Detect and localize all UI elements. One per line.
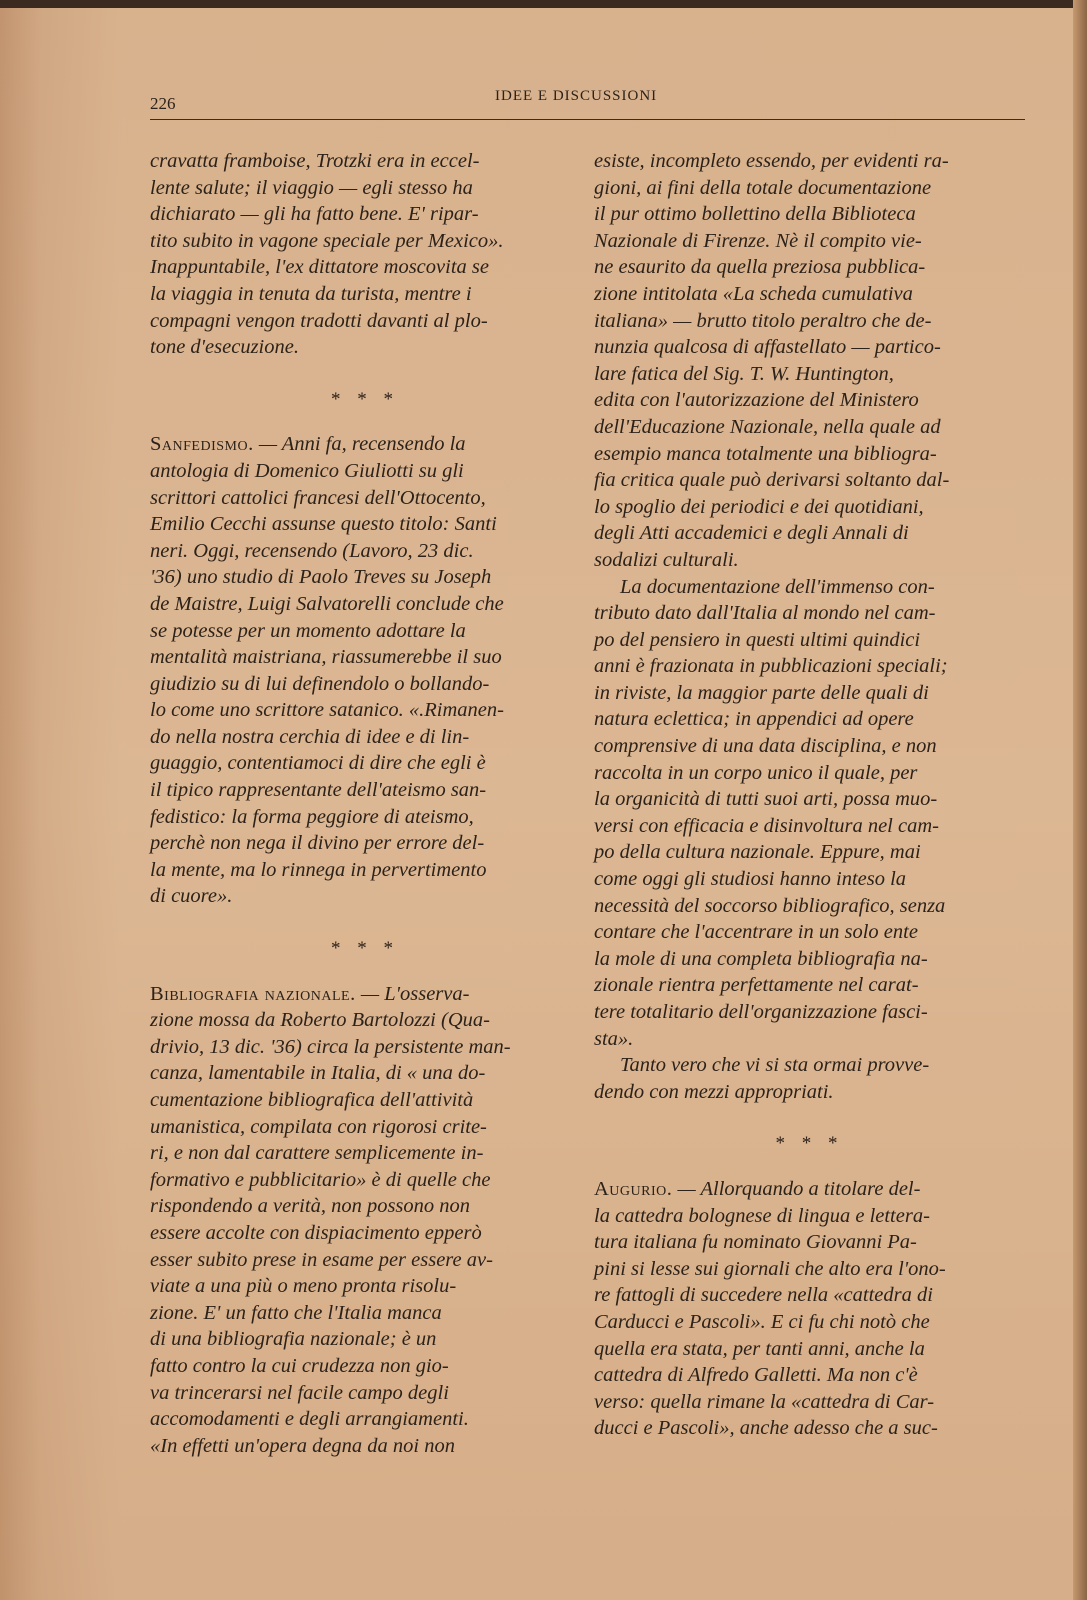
top-edge [0, 0, 1087, 8]
text-line [594, 893, 1025, 920]
line-text: natura eclettica; in appendici ad opere [594, 708, 914, 731]
line-text: contare che l'accentrare in un solo ente [594, 921, 918, 944]
line-text: nunzia qualcosa di affastellato — partico- [594, 336, 941, 359]
text-line [594, 574, 1025, 601]
line-text: versi con efficacia e disinvoltura nel cam- [594, 814, 939, 837]
line-text: se potesse per un momento adottare la [150, 619, 466, 642]
text-line [594, 1229, 1025, 1256]
line-text: zione mossa da Roberto Bartolozzi (Qua- [150, 1009, 490, 1032]
text-line [150, 591, 580, 618]
text-line [594, 148, 1025, 175]
line-text: Nazionale di Firenze. Nè il compito vie- [594, 229, 922, 252]
text-line [150, 1300, 580, 1327]
text-line [594, 813, 1025, 840]
text-line [150, 1034, 580, 1061]
section-heading-line [594, 1176, 1025, 1203]
line-text: Inappuntabile, l'ex dittatore moscovita se [150, 256, 489, 279]
text-line [150, 254, 580, 281]
line-text: di una bibliografia nazionale; è un [150, 1328, 437, 1351]
text-line [594, 547, 1025, 574]
text-line [594, 1389, 1025, 1416]
line-text: La documentazione dell'immenso con- [620, 575, 935, 598]
line-text: comprensive di una data disciplina, e non [594, 735, 937, 758]
line-text: come oggi gli studiosi hanno inteso la [594, 868, 907, 891]
line-text: raccolta in un corpo unico il quale, per [594, 761, 918, 784]
line-text: necessità del soccorso bibliografico, senza [594, 894, 946, 917]
line-text: va trincerarsi nel facile campo degli [150, 1381, 449, 1404]
text-line [594, 600, 1025, 627]
text-line [150, 511, 580, 538]
text-line [594, 999, 1025, 1026]
line-text: — Allorquando a titolare del- [672, 1177, 921, 1200]
line-text: sta». [594, 1027, 634, 1050]
line-text: re fattogli di succedere nella «cattedra di [594, 1284, 933, 1307]
right-column [594, 148, 1025, 1442]
line-text: anni è frazionata in pubblicazioni speciali; [594, 655, 948, 678]
line-text: pini si lesse sui giornali che alto era l'ono- [594, 1257, 946, 1280]
line-text: «In effetti un'opera degna da noi non [150, 1434, 456, 1457]
left-column [150, 148, 580, 1459]
line-text: neri. Oggi, recensendo (Lavoro, 23 dic. [150, 539, 474, 562]
text-line [594, 1415, 1025, 1442]
line-text: po del pensiero in questi ultimi quindici [594, 628, 921, 651]
text-line [150, 334, 580, 361]
line-text: do nella nostra cerchia di idee e di lin- [150, 725, 470, 748]
text-line [150, 1167, 580, 1194]
text-line [594, 866, 1025, 893]
text-line [150, 697, 580, 724]
text-line [150, 1220, 580, 1247]
line-text: il pur ottimo bollettino della Biblioteca [594, 203, 916, 226]
text-line [594, 308, 1025, 335]
line-text: cattedra di Alfredo Galletti. Ma non c'è [594, 1364, 918, 1387]
text-line [150, 1087, 580, 1114]
section-title: IDEE E DISCUSSIONI [495, 88, 658, 104]
text-line [150, 830, 580, 857]
line-text: la mente, ma lo rinnega in pervertimento [150, 858, 487, 881]
line-text: italiana» — brutto titolo peraltro che de- [594, 309, 932, 332]
text-line [594, 281, 1025, 308]
section-separator: * * * [331, 388, 399, 410]
text-line [594, 1052, 1025, 1079]
line-text: ne esaurito da quella preziosa pubblica- [594, 256, 926, 279]
line-text: ducci e Pascoli», anche adesso che a suc- [594, 1417, 938, 1440]
line-text: Emilio Cecchi assunse questo titolo: Santi [150, 513, 497, 536]
text-line [594, 972, 1025, 999]
line-text: Tanto vero che vi si sta ormai provve- [620, 1054, 930, 1077]
text-line [594, 839, 1025, 866]
text-line [594, 786, 1025, 813]
line-text: compagni vengon tradotti davanti al plo- [150, 309, 488, 332]
text-line [594, 334, 1025, 361]
text-line [594, 680, 1025, 707]
line-text: ri, e non dal carattere semplicemente in- [150, 1142, 484, 1165]
text-line [150, 228, 580, 255]
line-text: tone d'esecuzione. [150, 336, 299, 359]
text-line [594, 946, 1025, 973]
line-text: fedistico: la forma peggiore di ateismo, [150, 805, 474, 828]
line-text: la mole di una completa bibliografia na- [594, 947, 928, 970]
text-line [594, 1256, 1025, 1283]
line-text: lare fatica del Sig. T. W. Huntington, [594, 362, 894, 385]
text-line [594, 1309, 1025, 1336]
line-text: '36) uno studio di Paolo Treves su Joseph [150, 566, 492, 589]
line-text: la cattedra bolognese di lingua e lettera- [594, 1204, 930, 1227]
line-text: — Anni fa, recensendo la [253, 433, 466, 456]
line-text: il tipico rappresentante dell'ateismo san- [150, 779, 487, 802]
line-text: verso: quella rimane la «cattedra di Car- [594, 1390, 935, 1413]
text-line [594, 414, 1025, 441]
line-text: essere accolte con dispiacimento epperò [150, 1221, 482, 1244]
line-text: in riviste, la maggior parte delle quali di [594, 681, 929, 704]
line-text: — L'osserva- [355, 982, 470, 1005]
line-text: guaggio, contentiamoci di dire che egli è [150, 752, 486, 775]
text-line [150, 308, 580, 335]
section-separator: * * * [775, 1133, 844, 1155]
text-line [150, 564, 580, 591]
line-text: dichiarato — gli ha fatto bene. E' ripar- [150, 203, 479, 226]
line-text: perchè non nega il divino per errore del- [150, 832, 485, 855]
line-text: tito subito in vagone speciale per Mexico». [150, 229, 504, 252]
text-line [150, 1406, 580, 1433]
line-text: di cuore». [150, 885, 233, 908]
line-text: antologia di Domenico Giuliotti su gli [150, 459, 464, 482]
line-text: degli Atti accademici e degli Annali di [594, 522, 909, 545]
text-line [150, 201, 580, 228]
line-text: Carducci e Pascoli». E ci fu chi notò che [594, 1310, 930, 1333]
text-line [594, 1079, 1025, 1106]
line-text: dell'Educazione Nazionale, nella quale ad [594, 415, 941, 438]
line-text: gioni, ai fini della totale documentazione [594, 176, 932, 199]
section-separator: * * * [331, 938, 399, 960]
line-text: rispondendo a verità, non possono non [150, 1195, 471, 1218]
text-line [594, 706, 1025, 733]
text-line [594, 653, 1025, 680]
text-line [150, 148, 580, 175]
text-line [150, 1380, 580, 1407]
line-text: drivio, 13 dic. '36) circa la persistente man- [150, 1035, 511, 1058]
text-line [594, 733, 1025, 760]
section-heading-line [150, 431, 580, 458]
text-line [150, 1326, 580, 1353]
line-text: lo come uno scrittore satanico. «.Rimanen- [150, 699, 504, 722]
line-text: giudizio su di lui definendolo o bollando- [150, 672, 490, 695]
text-line [150, 1193, 580, 1220]
section-heading-line [150, 981, 580, 1008]
line-text: canza, lamentabile in Italia, di « una do- [150, 1062, 486, 1085]
page-edge [1073, 0, 1087, 1600]
line-text: zione intitolata «La scheda cumulativa [594, 282, 913, 305]
line-text: cumentazione bibliografica dell'attività [150, 1089, 474, 1111]
text-line [594, 467, 1025, 494]
text-line [594, 387, 1025, 414]
text-line [594, 228, 1025, 255]
text-line [150, 458, 580, 485]
line-text: sodalizi culturali. [594, 548, 739, 571]
section-heading: Augurio. [594, 1177, 673, 1200]
text-line [594, 201, 1025, 228]
text-line [150, 777, 580, 804]
line-text: accomodamenti e degli arrangiamenti. [150, 1408, 469, 1431]
line-text: quella era stata, per tanti anni, anche la [594, 1337, 925, 1360]
text-line [150, 1140, 580, 1167]
text-line [594, 1362, 1025, 1389]
line-text: scrittori cattolici francesi dell'Ottocento, [150, 486, 486, 509]
line-text: cravatta framboise, Trotzki era in eccel- [150, 150, 480, 172]
text-line [594, 919, 1025, 946]
text-line [594, 1026, 1025, 1053]
text-line [150, 644, 580, 671]
text-line [150, 1060, 580, 1087]
line-text: la organicità di tutti suoi arti, possa muo- [594, 788, 938, 811]
text-line [150, 1353, 580, 1380]
text-line [594, 254, 1025, 281]
line-text: zionale rientra perfettamente nel carat- [594, 974, 919, 997]
line-text: lo spoglio dei periodici e dei quotidiani, [594, 495, 924, 518]
text-line [594, 361, 1025, 388]
text-line [150, 671, 580, 698]
text-line [150, 175, 580, 202]
page-number: 226 [150, 94, 176, 113]
header-rule [150, 119, 1025, 120]
text-line [150, 538, 580, 565]
line-text: po della cultura nazionale. Eppure, mai [594, 841, 921, 864]
text-line [594, 175, 1025, 202]
line-text: la viaggia in tenuta da turista, mentre i [150, 282, 472, 305]
text-line [594, 627, 1025, 654]
section-heading: Bibliografia nazionale. [150, 982, 356, 1005]
text-line [594, 760, 1025, 787]
text-line [594, 494, 1025, 521]
line-text: tura italiana fu nominato Giovanni Pa- [594, 1231, 917, 1254]
text-line [150, 1007, 580, 1034]
line-text: dendo con mezzi appropriati. [594, 1080, 834, 1103]
text-line [150, 724, 580, 751]
line-text: fia critica quale può derivarsi soltanto dal- [594, 469, 950, 492]
text-line [594, 441, 1025, 468]
line-text: de Maistre, Luigi Salvatorelli conclude che [150, 592, 504, 615]
line-text: tere totalitario dell'organizzazione fasci- [594, 1001, 928, 1023]
text-line [150, 857, 580, 884]
text-line [594, 1203, 1025, 1230]
text-line [594, 1336, 1025, 1363]
text-line [150, 1114, 580, 1141]
line-text: esser subito prese in esame per essere av- [150, 1248, 493, 1271]
line-text: esempio manca totalmente una bibliogra- [594, 442, 937, 465]
line-text: umanistica, compilata con rigorosi crite- [150, 1115, 487, 1138]
line-text: fatto contro la cui crudezza non gio- [150, 1354, 449, 1377]
text-line [594, 520, 1025, 547]
line-text: mentalità maistriana, riassumerebbe il suo [150, 646, 502, 669]
text-line [150, 485, 580, 512]
line-text: viate a una più o meno pronta risolu- [150, 1275, 457, 1298]
text-line [150, 804, 580, 831]
line-text: formativo e pubblicitario» è di quelle che [150, 1168, 491, 1191]
line-text: edita con l'autorizzazione del Ministero [594, 389, 919, 412]
text-line [150, 618, 580, 645]
text-line [150, 281, 580, 308]
line-text: tributo dato dall'Italia al mondo nel cam- [594, 602, 936, 625]
line-text: lente salute; il viaggio — egli stesso ha [150, 176, 473, 199]
text-line [150, 750, 580, 777]
text-line [150, 1433, 580, 1460]
text-line [150, 1247, 580, 1274]
line-text: zione. E' un fatto che l'Italia manca [150, 1301, 442, 1324]
text-line [594, 1282, 1025, 1309]
line-text: esiste, incompleto essendo, per evidenti ra- [594, 150, 949, 172]
text-line [150, 883, 580, 910]
running-head [150, 88, 1025, 128]
section-heading: Sanfedismo. [150, 433, 254, 456]
text-line [150, 1273, 580, 1300]
